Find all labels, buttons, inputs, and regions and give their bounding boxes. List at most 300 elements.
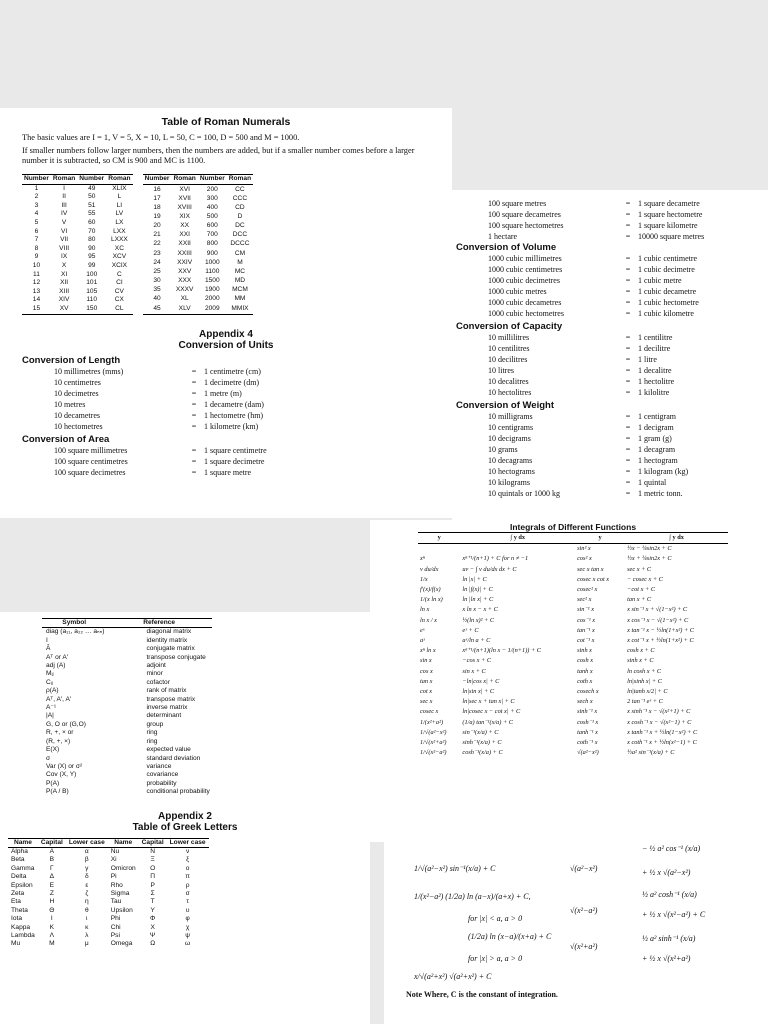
capital-cell: Ω [150,940,156,948]
integral-row-header [418,533,728,544]
integral-row [418,718,728,728]
conversion-row [456,444,764,455]
conversion-to: 1 decigram [638,423,674,432]
equals-sign: = [191,399,197,409]
number-cell: 14 [32,296,41,304]
number-cell: 3 [34,201,39,209]
integral-row [418,667,728,677]
bottom-right-1: − ½ a² cos⁻¹ (x/a) [642,844,701,853]
roman-row-header [143,175,254,185]
reference-cell: ring [146,729,158,737]
roman-cell: DCC [232,231,248,239]
greek-row [8,856,209,864]
number-cell: 1 [34,184,39,192]
roman-row [143,222,254,231]
roman-cell: DCCC [230,240,250,248]
roman-cell: D [237,213,243,220]
symbol-cell: R, +, × or [46,729,74,737]
symbol-row [42,637,212,645]
equals-sign: = [625,434,631,443]
number-cell: 25 [153,267,161,275]
conversion-row [456,275,764,286]
number-cell: 51 [88,201,96,209]
integral-row [418,595,728,605]
capital-cell: Ξ [150,856,155,864]
capital-cell: Θ [49,906,55,914]
symbol-cell: |A| [46,712,54,720]
column-header: Capital [38,838,66,847]
function-cell: sin² x [577,545,591,553]
name-cell: Iota [11,915,22,923]
greek-row [8,890,209,898]
roman-cell: XXXV [175,286,194,294]
roman-cell: XXIII [177,249,192,257]
equals-sign: = [625,276,631,285]
equals-sign: = [625,232,631,241]
roman-table-left [22,174,133,315]
function-cell: tanh x [577,667,593,675]
conversion-to: 1 decilitre [638,344,671,353]
greek-row [8,907,209,915]
volume-table [456,253,764,319]
number-cell: 17 [153,194,161,202]
roman-row [22,288,133,297]
number-cell: 49 [88,184,96,192]
function-cell: 1/√(x²+a²) [420,739,447,747]
number-cell: 800 [206,240,218,248]
reference-cell: determinant [146,712,182,720]
number-cell: 24 [153,258,161,266]
lowercase-cell: μ [84,940,89,948]
roman-cell: XVIII [177,203,192,211]
column-header: Roman [227,175,253,185]
conversion-to: 1 decagram [638,445,676,454]
column-header: Roman [106,175,132,185]
conversion-row [456,332,764,343]
column-header: y [418,533,460,544]
symbol-row [42,696,212,704]
integral-cell: ½a² sin⁻¹(x/a) + C [627,749,675,757]
equals-sign: = [191,410,197,420]
lowercase-cell: β [84,856,89,864]
roman-row [22,236,133,245]
conversion-from: 10 centimetres [54,377,101,387]
reference-cell: covariance [146,771,179,779]
conversion-to: 1 square kilometre [638,221,698,230]
function-cell: cos² x [577,555,592,563]
reference-cell: expected value [146,746,191,754]
name-cell: Alpha [11,847,28,855]
roman-row [143,185,254,195]
roman-row [143,304,254,313]
conversion-row [22,377,430,388]
capital-cell: N [150,847,156,855]
function-cell: √(a²−x²) [577,749,599,757]
number-cell: 30 [153,277,161,285]
lowercase-cell: ξ [186,856,190,864]
number-cell: 9 [34,253,39,261]
name-cell: Phi [110,915,121,923]
conversion-row [22,456,430,467]
area-table [22,445,430,478]
conversion-row [456,343,764,354]
roman-cell: LXX [113,227,126,235]
lowercase-cell: δ [84,873,89,881]
roman-cell: C [117,270,122,278]
integral-cell: eˣ + C [462,626,479,634]
integral-cell: ln |f(x)| + C [462,586,493,594]
reference-cell: probability [146,779,177,787]
name-cell: Zeta [11,889,25,897]
roman-table-right [143,174,254,315]
roman-cell: XX [180,222,190,230]
roman-cell: XCIX [111,261,128,269]
number-cell: 80 [88,236,96,244]
conversion-to: 1 metric tonn. [638,489,683,498]
bottom-mid-3: √(x²+a²) [570,942,598,951]
number-cell: 600 [206,222,218,230]
conversion-row [456,308,764,319]
number-cell: 18 [153,203,161,211]
conversion-to: 1 metre (m) [204,388,242,398]
integral-row [418,738,728,748]
function-cell: cos x [420,667,433,675]
symbol-row [42,704,212,712]
column-header: Roman [51,175,77,185]
roman-row [22,228,133,237]
symbol-row [42,721,212,729]
number-cell: 4 [34,210,39,218]
equals-sign: = [625,199,631,208]
conversion-from: 10 metres [54,399,86,409]
lowercase-cell: φ [185,915,190,923]
roman-cell: LI [116,201,123,209]
integral-cell: ln|sinh x| + C [627,677,662,685]
roman-cell: VI [60,227,68,235]
integral-cell: ½(ln x)² + C [462,616,495,624]
equals-sign: = [191,445,197,455]
reference-cell: ring [146,737,158,745]
column-header: Reference [106,619,211,628]
capital-cell: Σ [150,889,155,897]
function-cell: 1/√(x²−a²) [420,749,447,757]
greek-row [8,847,209,856]
roman-cell: CX [114,296,124,304]
capital-cell: Υ [150,906,155,914]
roman-row-header [22,175,133,185]
integral-cell: x sin⁻¹ x + √(1−x²) + C [627,606,688,614]
conversion-row [456,411,764,422]
equals-sign: = [625,377,631,386]
reference-cell: conditional probability [146,788,210,796]
integral-row [418,728,728,738]
conversion-row [456,231,764,242]
column-header: Number [77,175,106,185]
equals-sign: = [191,456,197,466]
roman-row [22,296,133,305]
symbol-cell: E(X) [46,746,60,754]
name-cell: Mu [11,940,21,948]
number-cell: 5 [34,218,39,226]
equals-sign: = [625,445,631,454]
conversion-row [456,376,764,387]
equals-sign: = [625,210,631,219]
lowercase-cell: ζ [85,889,89,897]
capacity-table [456,332,764,398]
number-cell: 900 [206,249,218,257]
symbol-cell: (R, +, ×) [46,737,71,745]
weight-heading: Conversion of Weight [456,400,554,411]
function-cell: ln x / x [420,616,437,624]
integral-cell: xⁿ⁺¹/(n+1)(ln x − 1/(n+1)) + C [462,647,541,655]
conversion-from: 1 hectare [488,232,518,241]
reference-cell: transpose matrix [146,695,196,703]
roman-cell: XL [180,295,189,303]
function-cell: sec x tan x [577,565,604,573]
number-cell: 20 [153,222,161,230]
number-cell: 12 [32,279,41,287]
equals-sign: = [625,467,631,476]
integral-cell: x ln x − x + C [462,606,498,614]
conversion-from: 10 centilitres [488,344,530,353]
number-cell: 35 [153,286,161,294]
roman-cell: X [61,261,67,269]
roman-row [143,259,254,268]
roman-row [143,204,254,213]
capital-cell: Π [150,873,156,881]
conversion-to: 1 centigram [638,412,676,421]
integral-cell: −cos x + C [462,657,492,665]
lowercase-cell: κ [85,923,89,931]
conversion-from: 1000 cubic decimetres [488,276,560,285]
capital-cell: I [50,915,53,923]
equals-sign: = [625,355,631,364]
function-cell: 1/x [420,575,428,583]
name-cell: Delta [11,873,27,881]
roman-row [22,184,133,193]
lowercase-cell: τ [186,898,189,906]
number-cell: 8 [34,244,39,252]
symbol-row [42,738,212,746]
number-cell: 11 [33,270,40,278]
roman-row [22,271,133,280]
capital-cell: Λ [49,932,55,939]
symbol-cell: I [46,636,48,644]
integral-row [418,565,728,575]
equals-sign: = [191,388,197,398]
roman-intro-2: If smaller numbers follow larger numbers, then the numbers are added, but if a smaller number comes before a larger number it is subtracted, so CM is 900 and MC is 1100. [22,146,415,165]
roman-cell: CD [235,203,245,211]
symbol-cell: P(A) [46,779,60,787]
capital-cell: B [49,856,55,864]
function-cell: aˣ [420,637,425,645]
length-table [22,366,430,432]
symbols-greek-page [0,612,370,1024]
roman-cell [171,313,197,314]
roman-cell: III [61,201,67,209]
name-cell: Gamma [11,864,35,872]
integral-cell: − cosec x + C [627,575,663,583]
capital-cell: Z [49,889,54,897]
conversion-row [22,366,430,377]
column-header: Name [8,838,38,847]
symbol-row [42,654,212,662]
number-cell: 10 [32,261,41,269]
conversion-row [456,220,764,231]
roman-row [22,219,133,228]
name-cell: Sigma [110,889,130,897]
symbol-cell: diag (a₁₁, a₂₂ … aₙₙ) [46,628,105,636]
conversion-to: 1 square decametre [638,199,700,208]
conversion-to: 1 kilogram (kg) [638,467,689,476]
symbol-cell: Cᵢⱼ [46,678,53,686]
function-cell: coth x [577,677,593,685]
lowercase-cell: ν [185,847,190,855]
integral-cell: −ln|cos x| + C [462,677,500,685]
equals-sign: = [625,388,631,397]
lowercase-cell: σ [185,889,190,897]
integrals-bottom-page [384,842,768,1024]
function-cell: 1/(x ln x) [420,596,443,604]
roman-cell: XIV [58,296,70,304]
symbol-row [42,746,212,754]
lowercase-cell: ε [85,881,89,889]
roman-row [22,202,133,211]
equals-sign: = [625,489,631,498]
conversion-from: 10 decalitres [488,377,529,386]
integral-cell: 2 tan⁻¹ eˣ + C [627,698,663,706]
equals-sign: = [625,478,631,487]
number-cell: 1100 [205,267,220,275]
roman-cell [227,313,253,314]
area-heading: Conversion of Area [22,433,110,445]
volume-heading: Conversion of Volume [456,242,557,253]
conversion-from: 1000 cubic millimetres [488,254,562,263]
number-cell: 400 [206,203,218,211]
roman-title: Table of Roman Numerals [161,116,291,128]
symbol-cell: ρ(A) [46,687,59,695]
equals-sign: = [625,344,631,353]
conversion-row [456,264,764,275]
integral-row [418,626,728,636]
bottom-line-2: 1/(x²−a²) (1/2a) ln (a−x)/(a+x) + C, [414,892,531,901]
bottom-line-3: for |x| < a, a > 0 [468,914,523,923]
name-cell: Eta [11,898,21,906]
roman-cell: MCM [232,286,248,294]
lowercase-cell: χ [185,923,190,931]
roman-cell: CM [234,249,246,257]
capital-cell: X [150,923,155,931]
integrals-page [370,520,768,842]
equals-sign: = [625,298,631,307]
conversion-row [22,410,430,421]
integral-cell: sin⁻¹(x/a) + C [462,728,499,736]
roman-cell: XVII [178,194,191,202]
equals-sign: = [625,265,631,274]
integration-note: Note Where, C is the constant of integration. [406,990,558,999]
capital-cell: Φ [150,915,156,923]
function-cell: cos⁻¹ x [577,616,596,624]
number-cell: 60 [88,218,96,226]
conversion-from: 10 millilitres [488,333,530,342]
integral-cell: ln cosh x + C [627,667,662,675]
lowercase-cell: θ [84,906,89,914]
integral-row [418,616,728,626]
conversion-to: 1 cubic hectometre [638,298,699,307]
number-cell: 40 [153,295,161,303]
integral-cell: x sinh⁻¹ x − √(x²+1) + C [627,708,691,716]
number-cell: 99 [88,261,96,269]
roman-cell: DC [235,222,245,230]
conversion-row [456,477,764,488]
roman-cell: XC [114,244,124,252]
roman-row [143,295,254,304]
capital-cell: K [49,923,55,931]
roman-cell: XI [60,270,68,278]
conversion-from: 10 hectograms [488,467,535,476]
equals-sign: = [625,366,631,375]
function-cell: cot x [420,688,433,696]
integral-row [418,748,728,758]
integral-cell: cosh x + C [627,647,655,655]
greek-row [8,932,209,940]
name-cell: Epsilon [11,881,33,889]
conversion-from: 10 grams [488,445,518,454]
lowercase-cell: λ [85,932,89,939]
number-cell: 45 [153,304,161,312]
roman-row [22,279,133,288]
appendix4-subtitle: Conversion of Units [178,339,274,351]
number-cell: 100 [86,270,98,278]
roman-cell: XXI [179,231,190,239]
integral-row [418,554,728,564]
conversion-to: 1 hectometre (hm) [204,410,264,420]
integral-cell: (1/a) tan⁻¹(x/a) + C [462,718,513,726]
roman-cell: I [63,184,66,192]
appendix4-title: Appendix 4 [199,328,253,340]
greek-table [8,838,209,949]
weight-table [456,411,764,499]
reference-cell: group [146,720,164,728]
conversion-page-right [452,190,768,520]
roman-cell: XIII [59,287,70,295]
conversion-to: 1 cubic centimetre [638,254,698,263]
roman-cell: XVI [179,185,190,193]
greek-row [8,873,209,881]
roman-cell: LV [115,210,124,218]
equals-sign: = [191,377,197,387]
function-cell: ln x [420,606,430,614]
integral-row [418,687,728,697]
number-cell: 95 [88,253,96,261]
symbol-cell: Cov (X, Y) [46,771,77,779]
column-header: Symbol [42,619,106,628]
integral-cell: xⁿ⁺¹/(n+1) + C for n ≠ −1 [462,555,529,563]
name-cell: Psi [110,932,120,939]
conversion-from: 10 kilograms [488,478,530,487]
function-cell: xⁿ [420,555,425,563]
roman-row [22,193,133,202]
integral-cell: sin x + C [462,667,486,675]
bottom-line-4: (1/2a) ln (x−a)/(x+a) + C [468,932,552,941]
conversion-to: 1 decalitre [638,366,672,375]
integral-row [418,544,728,555]
roman-cell: LX [115,218,124,226]
integral-row [418,575,728,585]
number-cell: 101 [86,279,98,287]
number-cell: 300 [206,194,218,202]
function-cell: f′(x)/f(x) [420,586,441,594]
